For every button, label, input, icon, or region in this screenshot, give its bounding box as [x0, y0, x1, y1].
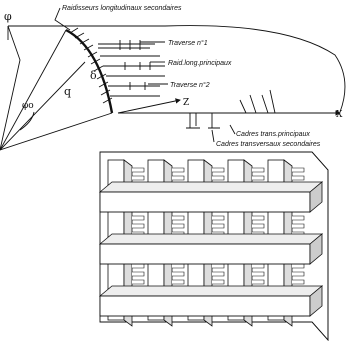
delta-symbol: δ — [90, 69, 97, 82]
label-cadres-principaux: Cadres trans.principaux — [236, 131, 310, 138]
shell-geometry-diagram — [0, 5, 345, 150]
skin-arc — [66, 30, 112, 113]
horizontal-band — [100, 234, 322, 264]
label-traverse-2: Traverse n°2 — [170, 82, 210, 89]
leader-cadres-s — [212, 130, 214, 142]
x-symbol: X — [336, 110, 343, 120]
label-cadres-secondaires: Cadres transversaux secondaires — [216, 141, 321, 148]
horizontal-band — [100, 286, 322, 316]
leader-cadres-p — [230, 125, 235, 134]
z-axis — [118, 100, 180, 113]
stiffened-grid-illustration — [100, 152, 328, 340]
secondary-stiffeners — [70, 28, 112, 103]
label-traverse-1: Traverse n°1 — [168, 40, 208, 47]
horizontal-bands — [100, 182, 322, 316]
shell-outline — [8, 26, 345, 112]
phi-symbol: φ — [4, 10, 12, 23]
horizontal-band — [100, 182, 322, 212]
radius-top — [0, 30, 66, 150]
z-symbol: Z — [183, 98, 190, 108]
principal-stiffeners — [98, 40, 165, 96]
phi0-symbol: φo — [22, 101, 34, 111]
radius-q — [0, 62, 85, 150]
label-raidisseurs-secondaires: Raidisseurs longitudinaux secondaires — [62, 5, 182, 12]
q-symbol: q — [64, 85, 72, 98]
transverse-frames — [186, 90, 275, 128]
label-raid-principaux: Raid.long.principaux — [168, 60, 232, 67]
